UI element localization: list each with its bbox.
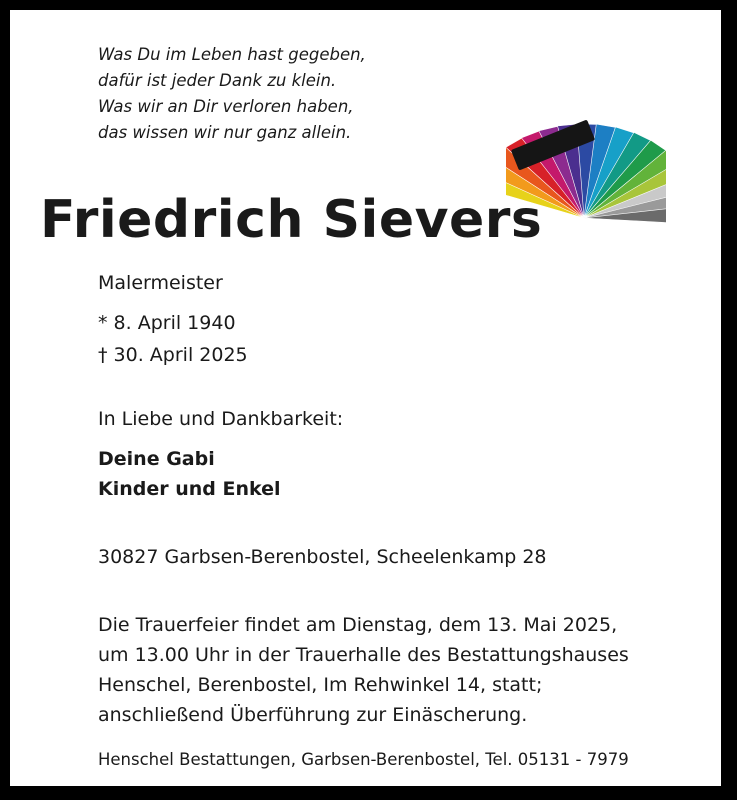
- obituary-notice: [10, 10, 721, 786]
- birth-date: * 8. April 1940: [98, 312, 236, 334]
- profession: Malermeister: [98, 272, 223, 294]
- poem-line-3: Was wir an Dir verloren haben,: [98, 97, 354, 116]
- memorial-poem: [98, 42, 366, 146]
- funeral-home-contact: Henschel Bestattungen, Garbsen-Berenbostel, Tel. 05131 - 7979: [98, 750, 629, 769]
- funeral-line-4: anschließend Überführung zur Einäscherung.: [98, 704, 528, 726]
- deceased-name: Friedrich Sievers: [40, 190, 543, 250]
- mourner-line-2: Kinder und Enkel: [98, 478, 281, 500]
- poem-line-4: das wissen wir nur ganz allein.: [98, 123, 352, 142]
- funeral-line-3: Henschel, Berenbostel, Im Rehwinkel 14, statt;: [98, 674, 543, 696]
- funeral-line-2: um 13.00 Uhr in der Trauerhalle des Bestattungshauses: [98, 644, 629, 666]
- dedication-intro: In Liebe und Dankbarkeit:: [98, 408, 344, 430]
- funeral-line-1: Die Trauerfeier findet am Dienstag, dem 13. Mai 2025,: [98, 614, 618, 636]
- poem-line-2: dafür ist jeder Dank zu klein.: [98, 71, 337, 90]
- mourner-line-1: Deine Gabi: [98, 448, 215, 470]
- poem-line-1: Was Du im Leben hast gegeben,: [98, 45, 366, 64]
- mourner-address: 30827 Garbsen-Berenbostel, Scheelenkamp 28: [98, 546, 547, 568]
- death-date: † 30. April 2025: [98, 344, 248, 366]
